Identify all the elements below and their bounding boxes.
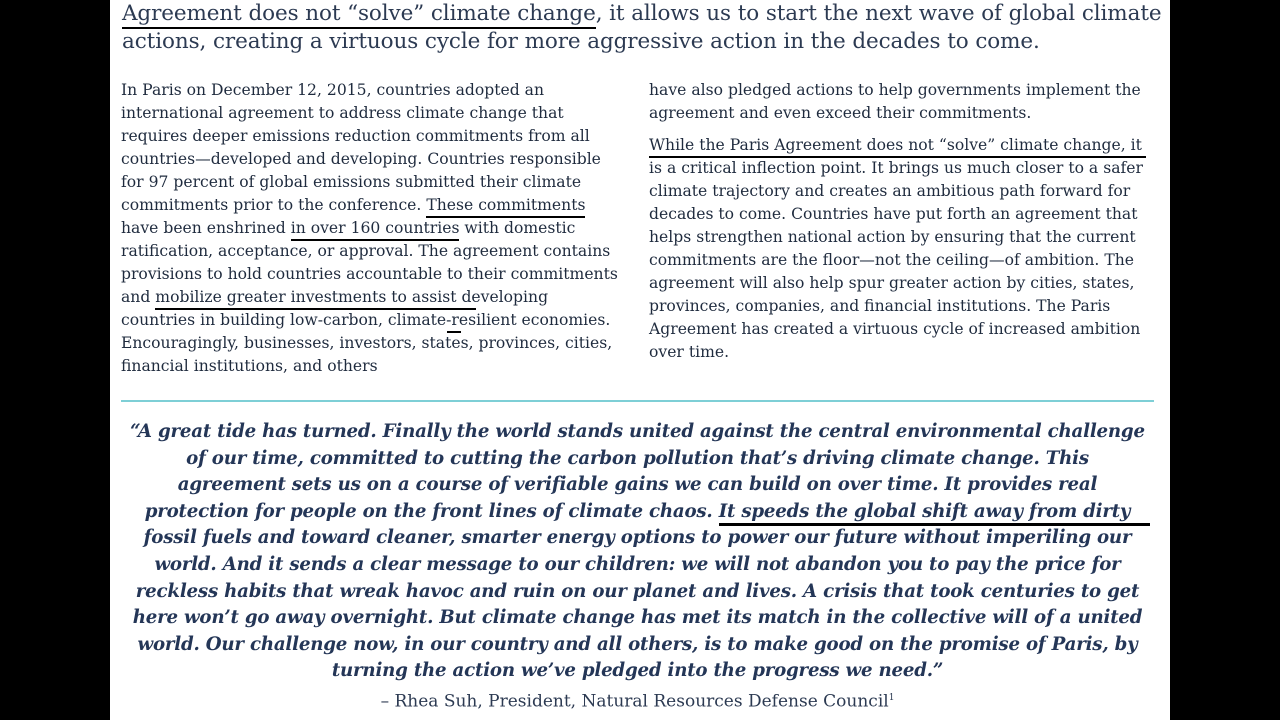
right-text-2: it is a critical inflection point. It brings us much closer to a safer climate trajectory and creates an ambitious path forward for decades to come. Countries have put forth an agreement that helps strengthen national action by ensuring that the current commitments are the floor—not the ceiling—of ambition. The agreement will also help spur greater action by cities, states, provinces, companies, and financial institutions. The Paris Agreement has created a virtuous cycle of increased ambition over time. [649, 136, 1143, 361]
section-divider [121, 400, 1154, 402]
attribution-text: – Rhea Suh, President, Natural Resources Defense Council [380, 691, 889, 712]
quote-text-2: fossil fuels and toward cleaner, smarter energy options to power our future without imperiling our world. And it sends a clear message to our children: we will not abandon you to pay the price for reckless habits that wreak havoc and ruin on our planet and lives. A crisis that took centuries to get here won’t go away overnight. But climate change has met its match in the collective will of a united world. Our challenge now, in our country and all others, is to make good on the promise of Paris, by turning the action we’ve pledged into the progress we need.” [132, 527, 1143, 682]
left-text-1: In Paris on December 12, 2015, countries adopted an international agreement to address climate change that requires deeper emissions reduction commitments from all countries—developed and developing. Countries responsible for 97 percent of global emissions submitted their climate commitments prior to the conference. [121, 81, 601, 214]
footnote-marker: 1 [888, 693, 895, 703]
left-underline-4: developing countries [121, 288, 549, 329]
left-underline-1: These commitments [426, 196, 586, 214]
pull-quote [130, 419, 1145, 685]
left-column-paragraph [121, 79, 619, 378]
right-paragraph-2 [649, 134, 1159, 364]
heading-text: , it allows us to start the next wave of global climate actions, creating a virtuous cycle for more aggressive action in the decades to come. [122, 1, 1162, 54]
quote-text-1: “A great tide has turned. Finally the world stands united against the central environmental challenge of our time, committed to cutting the carbon pollution that’s driving climate change. This agreement sets us on a course of verifiable gains we can build on over time. It provides real protection for people on the front lines of climate chaos. [130, 421, 1145, 522]
quote-underline: It speeds the global shift away from dirty [718, 500, 1131, 522]
left-underline-2: in over 160 countries [290, 219, 460, 237]
section-heading [122, 0, 1167, 56]
left-text-5: in building low-carbon, climate-resilient economies. Encouragingly, businesses, investors, states, provinces, cities, financial institutions, and others [121, 311, 613, 375]
left-text-3: with domestic ratification, acceptance, or approval. The agreement contains provisions to hold countries accountable to their commitments and [121, 219, 618, 306]
right-column [649, 79, 1159, 373]
right-underline: While the Paris Agreement does not “solve” climate change, [649, 136, 1126, 154]
left-underline-3: mobilize greater investments to assist [155, 288, 457, 306]
quote-attribution [130, 686, 1145, 714]
left-text-2: have been enshrined [121, 219, 291, 237]
document-page [110, 0, 1170, 720]
right-paragraph-1: have also pledged actions to help governments implement the agreement and even exceed their commitments. [649, 81, 1141, 122]
heading-underlined-text: Agreement does not “solve” climate change [122, 1, 596, 26]
